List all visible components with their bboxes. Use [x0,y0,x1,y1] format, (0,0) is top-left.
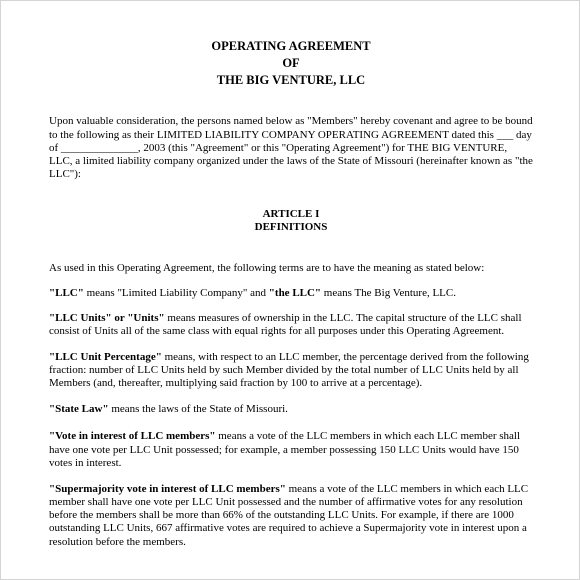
intro-line-2: to the following as their LIMITED LIABILITY COMPANY OPERATING AGREEMENT dated this ___ day [49,129,532,141]
definition-supermajority-line-5: resolution before the members. [49,536,186,548]
term-llc-units: "LLC Units" or "Units" [49,312,165,324]
definition-supermajority-line-1 [49,482,528,496]
definition-units-line-1 [49,311,522,325]
definition-percentage-line-1 [49,350,529,364]
definition-llc-text-1: means "Limited Liability Company" and [83,287,269,299]
intro-line-3: of ______________, 2003 (this "Agreement" or this "Operating Agreement") for THE BIG VENTURE, [49,142,508,154]
definition-percentage-line-2: fraction: number of LLC Units held by such Member divided by the total number of LLC Units held by all [49,364,519,376]
definition-supermajority-line-3: before the members shall be more than 66% of the outstanding LLC Units. For example, if there are 1000 [49,509,514,521]
article-heading: DEFINITIONS [254,221,328,233]
term-llc: "LLC" [49,287,84,299]
intro-line-5: LLC"): [49,168,81,180]
title-line-3: THE BIG VENTURE, LLC [216,73,366,87]
term-vote-in-interest: "Vote in interest of LLC members" [49,430,216,442]
definition-vote-line-1 [49,429,520,443]
definition-llc-text-2: means The Big Venture, LLC. [321,287,456,299]
definition-units-line-2: consist of Units all of the same class with equal rights for all purposes under this Operating Agreement. [49,325,505,337]
definition-percentage-line-3: Members (and, thereafter, multiplying said fraction by 100 to arrive at a percentage). [49,377,423,389]
definition-supermajority-text-1: means a vote of the LLC members in which each LLC [285,483,529,495]
definition-llc-line [49,286,456,300]
definition-vote-text-1: means a vote of the LLC members in which each LLC member shall [215,430,521,442]
intro-line-1: Upon valuable consideration, the persons named below as "Members" hereby covenant and agree to be bound [49,115,533,127]
definition-supermajority-line-4: outstanding LLC Units, 667 affirmative votes are required to achieve a Supermajority vote in interest upon a [49,522,527,534]
definition-units-text-1: means measures of ownership in the LLC. The capital structure of the LLC shall [164,312,522,324]
term-the-llc: "the LLC" [268,287,322,299]
definition-vote-line-3: votes in interest. [49,457,122,469]
definition-state-law-text: means the laws of the State of Missouri. [108,403,288,415]
term-supermajority-vote: "Supermajority vote in interest of LLC members" [49,483,286,495]
title-line-1: OPERATING AGREEMENT [211,39,371,53]
definition-vote-line-2: have one vote per LLC Unit possessed; for example, a member possessing 150 LLC Units would have 150 [49,444,519,456]
intro-line-4: LLC, a limited liability company organized under the laws of the State of Missouri (hereinafter known as "the [49,155,533,167]
definition-supermajority-line-2: member shall have one vote per LLC Unit possessed and the number of affirmative votes for any resolution [49,496,523,508]
definition-state-law-line [49,402,288,416]
definition-percentage-text-1: means, with respect to an LLC member, the percentage derived from the following [161,351,529,363]
lead-in-paragraph: As used in this Operating Agreement, the following terms are to have the meaning as stated below: [49,262,485,274]
term-state-law: "State Law" [49,403,109,415]
article-number: ARTICLE I [262,208,320,220]
term-llc-unit-percentage: "LLC Unit Percentage" [49,351,162,363]
title-line-2: OF [282,56,300,70]
